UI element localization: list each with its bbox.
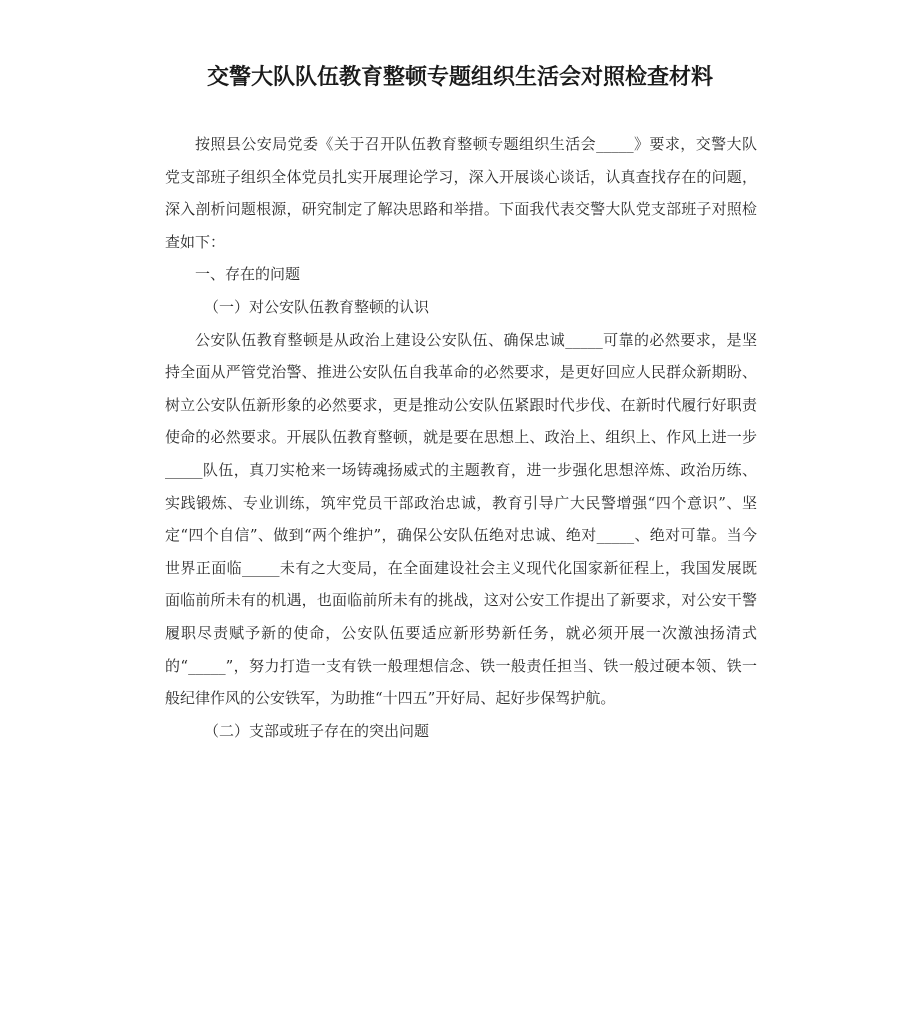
subsection-heading-prominent-issues: （二）支部或班子存在的突出问题 bbox=[204, 721, 430, 740]
document-body bbox=[165, 128, 757, 747]
intro-paragraph: 按照县公安局党委《关于召开队伍教育整顿专题组织生活会_____》要求，交警大队党支部班子组织全体党员扎实开展理论学习，深入开展谈心谈话，认真查找存在的问题，深入剖析问题根源，研究制定了解决思路和举措。下面我代表交警大队党支部班子对照检查如下： bbox=[165, 135, 757, 251]
section-heading-problems: 一、存在的问题 bbox=[195, 265, 301, 284]
understanding-paragraph: 公安队伍教育整顿是从政治上建设公安队伍、确保忠诚_____可靠的必然要求，是坚持全面从严管党治警、推进公安队伍自我革命的必然要求，是更好回应人民群众新期盼、树立公安队伍新形象的必然要求，更是推动公安队伍紧跟时代步伐、在新时代履行好职责使命的必然要求。开展队伍教育整顿，就是要在思想上、政治上、组织上、作风上进一步_____队伍，真刀实枪来一场铸魂扬威式的主题教育，进一步强化思想淬炼、政治历练、实践锻炼、专业训练，筑牢党员干部政治忠诚，教育引导广大民警增强“四个意识”、坚定“四个自信”、做到“两个维护”，确保公安队伍绝对忠诚、绝对_____、绝对可靠。当今世界正面临_____未有之大变局，在全面建设社会主义现代化国家新征程上，我国发展既面临前所未有的机遇，也面临前所未有的挑战，这对公安工作提出了新要求，对公安干警履职尽责赋予新的使命，公安队伍要适应新形势新任务，就必须开展一次激浊扬清式的“_____”，努力打造一支有铁一般理想信念、铁一般责任担当、铁一般过硬本领、铁一般纪律作风的公安铁军，为助推“十四五”开好局、起好步保驾护航。 bbox=[165, 330, 757, 708]
subsection-heading-understanding: （一）对公安队伍教育整顿的认识 bbox=[204, 297, 430, 316]
document-title: 交警大队队伍教育整顿专题组织生活会对照检查材料 bbox=[206, 65, 713, 90]
